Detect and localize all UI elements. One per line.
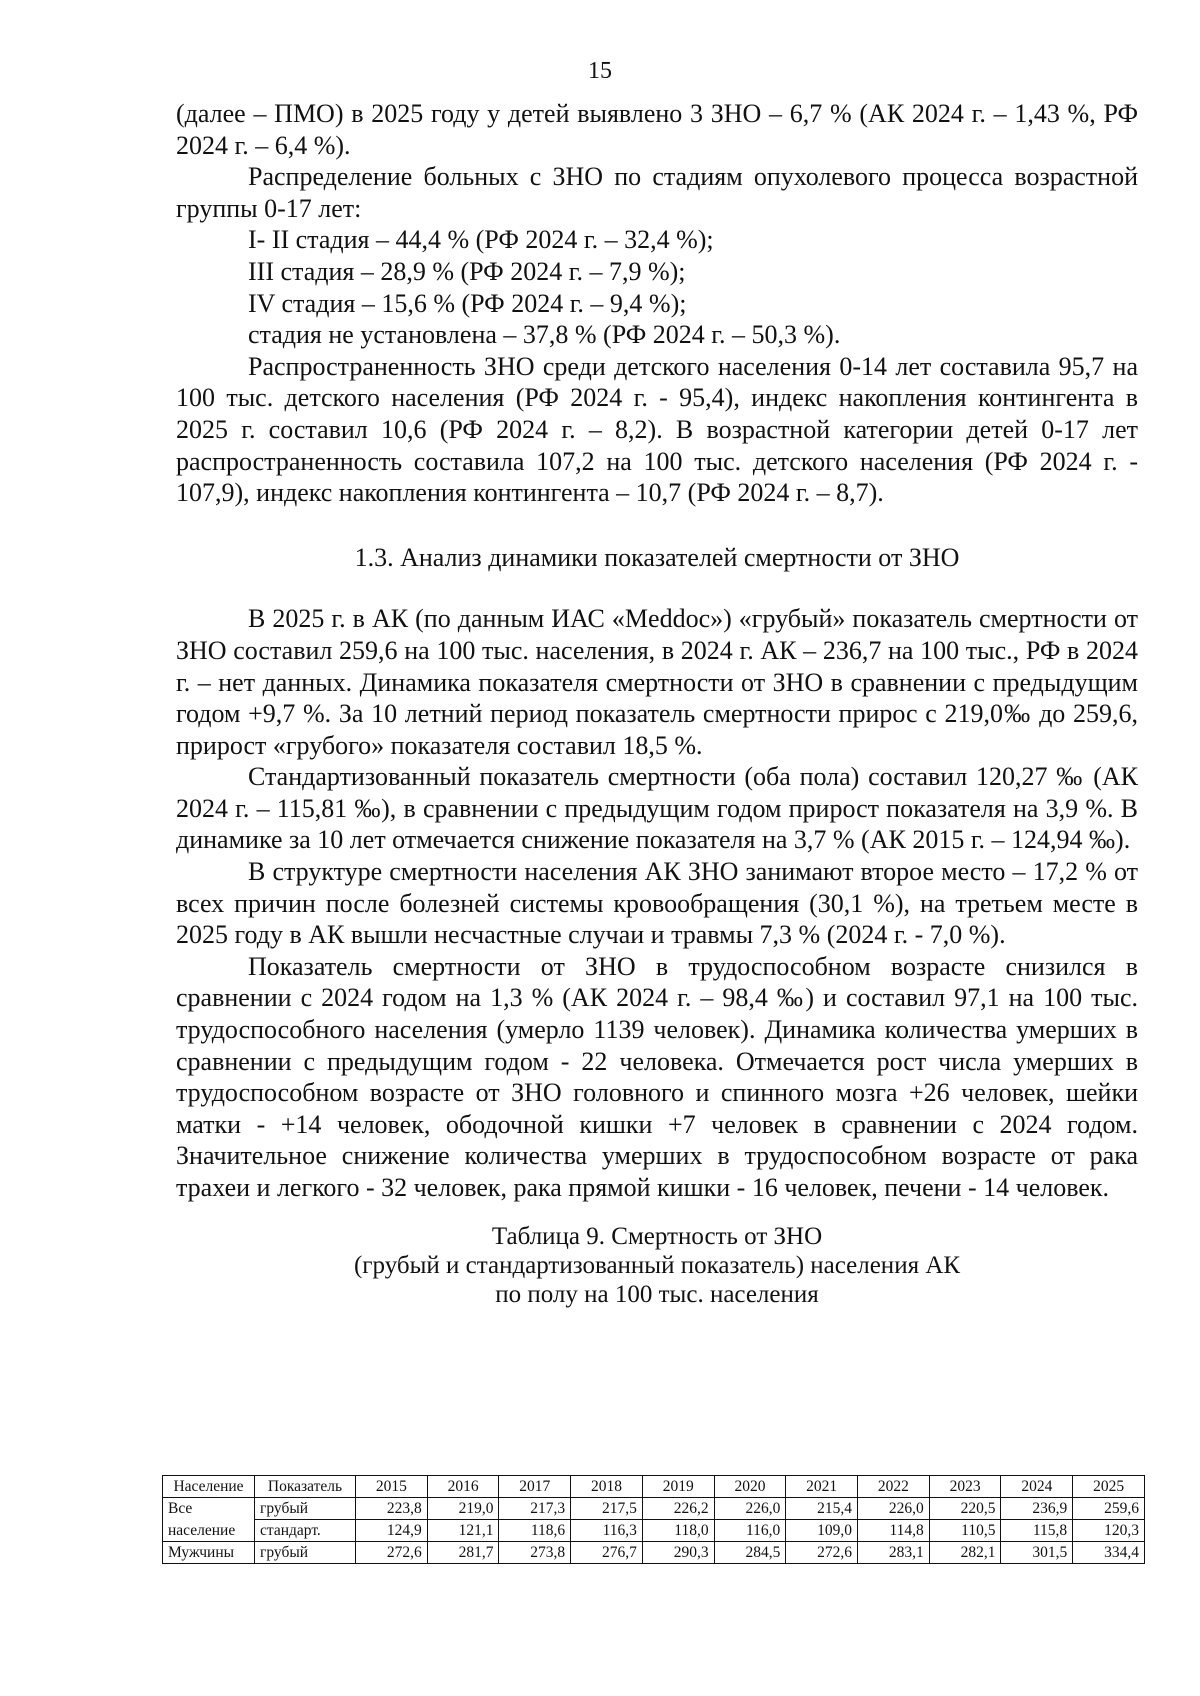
table-cell: 281,7 xyxy=(427,1542,499,1564)
paragraph: Распределение больных с ЗНО по стадиям опухолевого процесса возрастной группы 0-17 лет: xyxy=(176,162,1138,223)
header-cell: 2018 xyxy=(571,1476,643,1498)
document-body xyxy=(176,98,1138,1309)
header-cell: 2019 xyxy=(642,1476,714,1498)
header-cell: 2023 xyxy=(929,1476,1001,1498)
header-cell: 2020 xyxy=(714,1476,786,1498)
header-cell: Население xyxy=(163,1476,255,1498)
table-cell: население xyxy=(163,1520,255,1542)
table-caption xyxy=(176,1222,1138,1309)
table-cell: 217,5 xyxy=(571,1498,643,1520)
table-cell: 215,4 xyxy=(786,1498,858,1520)
table-cell: 110,5 xyxy=(929,1520,1001,1542)
header-cell: Показатель xyxy=(255,1476,356,1498)
table-cell: 124,9 xyxy=(356,1520,428,1542)
table-row xyxy=(163,1542,1145,1564)
table-cell: 272,6 xyxy=(786,1542,858,1564)
paragraphs-block-1 xyxy=(176,98,1138,509)
table-cell: 259,6 xyxy=(1073,1498,1145,1520)
table-cell: 276,7 xyxy=(571,1542,643,1564)
table-cell: 283,1 xyxy=(858,1542,930,1564)
table-cell: 272,6 xyxy=(356,1542,428,1564)
table-cell: 284,5 xyxy=(714,1542,786,1564)
header-cell: 2021 xyxy=(786,1476,858,1498)
table-cell: Все xyxy=(163,1498,255,1520)
table-cell: 282,1 xyxy=(929,1542,1001,1564)
header-cell: 2015 xyxy=(356,1476,428,1498)
table-cell: 220,5 xyxy=(929,1498,1001,1520)
table-cell: 301,5 xyxy=(1001,1542,1073,1564)
paragraph: (далее – ПМО) в 2025 году у детей выявлено 3 ЗНО – 6,7 % (АК 2024 г. – 1,43 %, РФ 2024 г. – 6,4 %). xyxy=(176,99,1138,160)
table-cell: Мужчины xyxy=(163,1542,255,1564)
table-cell: 219,0 xyxy=(427,1498,499,1520)
header-cell: 2025 xyxy=(1073,1476,1145,1498)
table-cell: грубый xyxy=(255,1542,356,1564)
paragraph: IV стадия – 15,6 % (РФ 2024 г. – 9,4 %); xyxy=(248,288,687,318)
page-number: 15 xyxy=(588,58,612,84)
header-cell: 2024 xyxy=(1001,1476,1073,1498)
paragraph: стадия не установлена – 37,8 % (РФ 2024 г. – 50,3 %). xyxy=(248,320,841,350)
paragraph: I- II стадия – 44,4 % (РФ 2024 г. – 32,4 %); xyxy=(248,225,714,255)
section-heading: 1.3. Анализ динамики показателей смертности от ЗНО xyxy=(354,542,960,572)
table-cell: 118,6 xyxy=(499,1520,571,1542)
table-cell: 115,8 xyxy=(1001,1520,1073,1542)
table-cell: 226,0 xyxy=(714,1498,786,1520)
mortality-table xyxy=(162,1475,1145,1564)
table-row xyxy=(163,1520,1145,1542)
table-cell: 114,8 xyxy=(858,1520,930,1542)
table-cell: 116,0 xyxy=(714,1520,786,1542)
paragraphs-block-2 xyxy=(176,603,1138,1203)
table-cell: стандарт. xyxy=(255,1520,356,1542)
table-cell: 273,8 xyxy=(499,1542,571,1564)
table-cell: 226,0 xyxy=(858,1498,930,1520)
table-cell: грубый xyxy=(255,1498,356,1520)
table-cell: 290,3 xyxy=(642,1542,714,1564)
table-caption-line: по полу на 100 тыс. населения xyxy=(495,1280,819,1308)
table-header-row xyxy=(163,1476,1145,1498)
table-cell: 236,9 xyxy=(1001,1498,1073,1520)
paragraph: III стадия – 28,9 % (РФ 2024 г. – 7,9 %); xyxy=(248,256,686,286)
paragraph: Распространенность ЗНО среди детского населения 0-14 лет составила 95,7 на 100 тыс. детского населения (РФ 2024 г. - 95,4), индекс накопления контингента в 2025 г. составил 10,6 (РФ 2024 г. – 8,2). В возрастной категории детей 0-17 лет распространенность составила 107,2 на 100 тыс. детского населения (РФ 2024 г. - 107,9), индекс накопления контингента – 10,7 (РФ 2024 г. – 8,7). xyxy=(176,351,1138,508)
paragraph: В структуре смертности населения АК ЗНО занимают второе место – 17,2 % от всех причин после болезней системы кровообращения (30,1 %), на третьем месте в 2025 году в АК вышли несчастные случаи и травмы 7,3 % (2024 г. - 7,0 %). xyxy=(176,857,1138,950)
table-caption-line: (грубый и стандартизованный показатель) населения АК xyxy=(353,1251,961,1279)
table-cell: 120,3 xyxy=(1073,1520,1145,1542)
table-cell: 217,3 xyxy=(499,1498,571,1520)
table-row xyxy=(163,1498,1145,1520)
header-cell: 2022 xyxy=(858,1476,930,1498)
paragraph: Показатель смертности от ЗНО в трудоспособном возрасте снизился в сравнении с 2024 годом на 1,3 % (АК 2024 г. – 98,4 ‰) и составил 97,1 на 100 тыс. трудоспособного населения (умерло 1139 человек). Динамика количества умерших в сравнении с предыдущим годом - 22 человека. Отмечается рост числа умерших в трудоспособном возрасте от ЗНО головного и спинного мозга +26 человек, шейки матки - +14 человек, ободочной кишки +7 человек в сравнении с 2024 годом. Значительное снижение количества умерших в трудоспособном возрасте от рака трахеи и легкого - 32 человек, рака прямой кишки - 16 человек, печени - 14 человек. xyxy=(176,951,1138,1202)
table-caption-line: Таблица 9. Смертность от ЗНО xyxy=(491,1222,823,1250)
table-cell: 121,1 xyxy=(427,1520,499,1542)
table-cell: 223,8 xyxy=(356,1498,428,1520)
header-cell: 2016 xyxy=(427,1476,499,1498)
table-cell: 116,3 xyxy=(571,1520,643,1542)
paragraph: Стандартизованный показатель смертности (оба пола) составил 120,27 ‰ (АК 2024 г. – 115,81 ‰), в сравнении с предыдущим годом прирост показателя на 3,9 %. В динамике за 10 лет отмечается снижение показателя на 3,7 % (АК 2015 г. – 124,94 ‰). xyxy=(176,762,1138,855)
table-cell: 118,0 xyxy=(642,1520,714,1542)
table-cell: 109,0 xyxy=(786,1520,858,1542)
table-cell: 334,4 xyxy=(1073,1542,1145,1564)
table-cell: 226,2 xyxy=(642,1498,714,1520)
header-cell: 2017 xyxy=(499,1476,571,1498)
paragraph: В 2025 г. в АК (по данным ИАС «Meddoc») «грубый» показатель смертности от ЗНО составил 259,6 на 100 тыс. населения, в 2024 г. АК – 236,7 на 100 тыс., РФ в 2024 г. – нет данных. Динамика показателя смертности от ЗНО в сравнении с предыдущим годом +9,7 %. За 10 летний период показатель смертности прирос с 219,0‰ до 259,6, прирост «грубого» показателя составил 18,5 %. xyxy=(176,604,1138,760)
